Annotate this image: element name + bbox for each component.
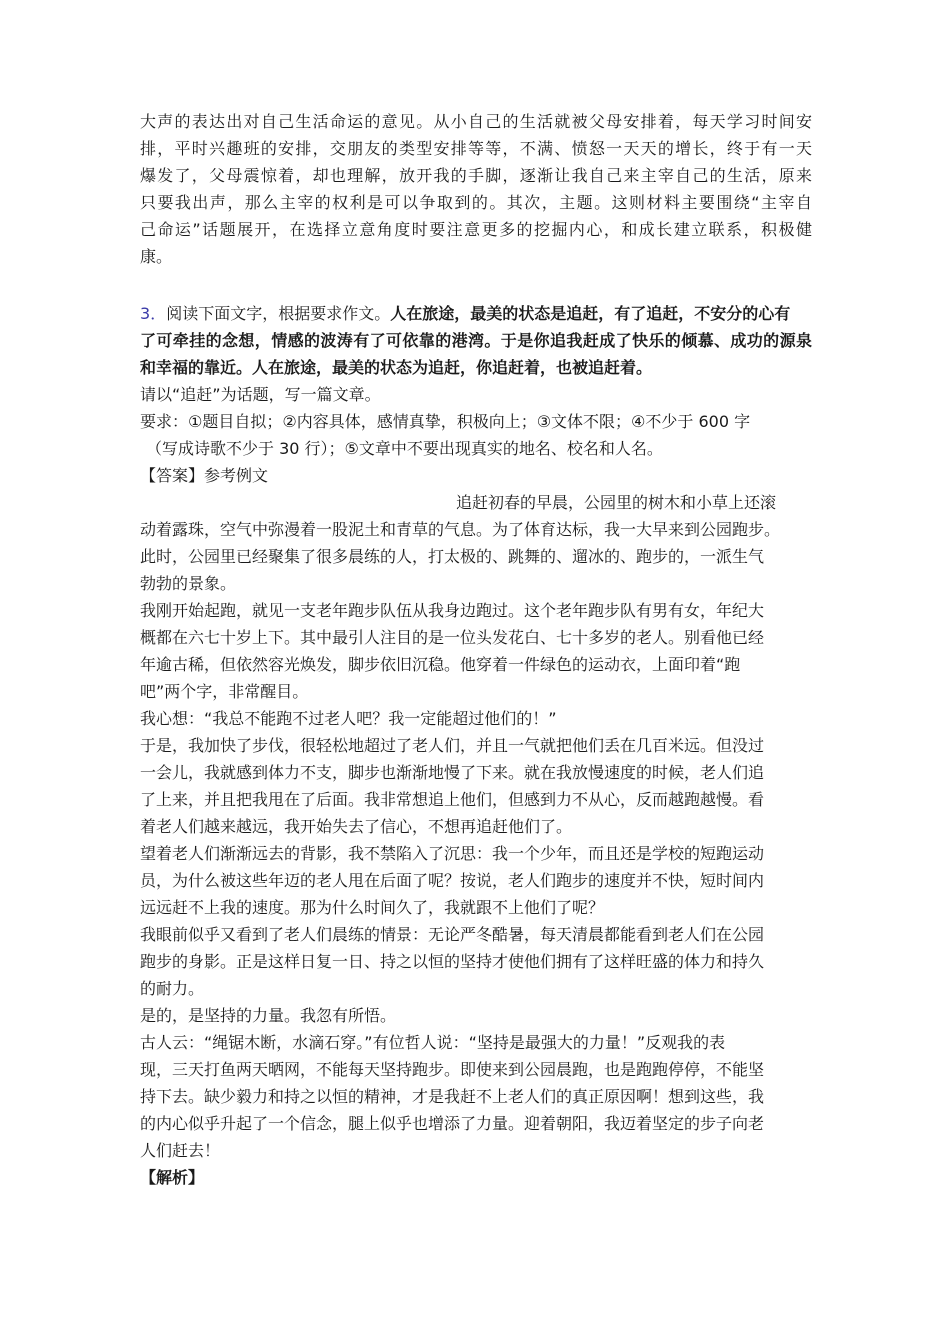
essay-line: 勃勃的景象。 [140, 574, 237, 593]
essay-line: 员，为什么被这些年迈的老人甩在后面了呢？按说，老人们跑步的速度并不快，短时间内 [140, 871, 765, 890]
intro-line: 爆发了，父母震惊着，却也理解，放开我的手脚，逐渐让我自己来主宰自己的生活，原来 [140, 166, 812, 185]
essay-line: 了上来，并且把我甩在了后面。我非常想追上他们，但感到力不从心，反而越跑越慢。看 [140, 790, 765, 809]
intro-line: 康。 [140, 247, 173, 266]
essay-line: 一会儿，我就感到体力不支，脚步也渐渐地慢了下来。就在我放慢速度的时候，老人们追 [140, 763, 765, 782]
essay-line: 吧”两个字，非常醒目。 [140, 682, 309, 701]
essay-line: 持下去。缺少毅力和持之以恒的精神，才是我赶不上老人们的真正原因啊！想到这些，我 [140, 1087, 765, 1106]
question-block [140, 300, 812, 462]
material-text: 了可牵挂的念想，情感的波涛有了可依靠的港湾。于是你追我赶成了快乐的倾慕、成功的源泉 [140, 331, 812, 350]
essay-line: 的耐力。 [140, 979, 205, 998]
essay-line: 的内心似乎升起了一个信念，腿上似乎也增添了力量。迎着朝阳，我迈着坚定的步子向老 [140, 1114, 765, 1133]
question-number-dot: ． [150, 304, 167, 323]
answer-label: 【答案】参考例文 [140, 466, 269, 485]
material-text: 和幸福的靠近。人在旅途，最美的状态为追赶，你追赶着，也被追赶着。 [140, 358, 653, 377]
intro-line: 大声的表达出对自己生活命运的意见。从小自己的生活就被父母安排着，每天学习时间安 [140, 112, 812, 131]
intro-line: 只要我出声，那么主宰的权利是可以争取到的。其次，主题。这则材料主要围绕“主宰自 [140, 193, 812, 212]
essay-line: 现，三天打鱼两天晒网，不能每天坚持跑步。即使来到公园晨跑，也是跑跑停停，不能坚 [140, 1060, 765, 1079]
essay-line: 我刚开始起跑，就见一支老年跑步队伍从我身边跑过。这个老年跑步队有男有女，年纪大 [140, 601, 765, 620]
essay-line: 跑步的身影。正是这样日复一日、持之以恒的坚持才使他们拥有了这样旺盛的体力和持久 [140, 952, 765, 971]
essay-line: 着老人们越来越远，我开始失去了信心，不想再追赶他们了。 [140, 817, 573, 836]
essay-line: 远远赶不上我的速度。那为什么时间久了，我就跟不上他们了呢？ [140, 898, 605, 917]
question-number: 3 [140, 304, 151, 323]
question-header [140, 300, 812, 327]
requirements-line: 要求：①题目自拟；②内容具体，感情真挚，积极向上；③文体不限；④不少于 600 字 [140, 412, 751, 431]
material-text: 人在旅途，最美的状态是追赶，有了追赶，不安分的心有 [390, 304, 791, 323]
answer-block [140, 462, 812, 1191]
essay-line: 概都在六七十岁上下。其中最引人注目的是一位头发花白、七十多岁的老人。别看他已经 [140, 628, 765, 647]
essay-line: 人们赶去！ [140, 1141, 221, 1160]
essay-line: 追赶初春的早晨，公园里的树木和小草上还滚 [456, 493, 777, 512]
essay-line: 动着露珠，空气中弥漫着一股泥土和青草的气息。为了体育达标，我一大早来到公园跑步。 [140, 520, 781, 539]
essay-line: 我心想：“我总不能跑不过老人吧？我一定能超过他们的！” [140, 709, 557, 728]
essay-line: 我眼前似乎又看到了老人们晨练的情景：无论严冬酷暑，每天清晨都能看到老人们在公园 [140, 925, 765, 944]
requirements-line: （写成诗歌不少于 30 行）；⑤文章中不要出现真实的地名、校名和人名。 [146, 439, 663, 458]
question-prompt: 阅读下面文字，根据要求作文。 [166, 304, 391, 323]
topic-instruction: 请以“追赶”为话题，写一篇文章。 [140, 385, 381, 404]
essay-line: 此时，公园里已经聚集了很多晨练的人，打太极的、跳舞的、遛冰的、跑步的，一派生气 [140, 547, 765, 566]
essay-line: 望着老人们渐渐远去的背影，我不禁陷入了沉思：我一个少年，而且还是学校的短跑运动 [140, 844, 765, 863]
essay-line: 古人云：“绳锯木断，水滴石穿。”有位哲人说：“坚持是最强大的力量！”反观我的表 [140, 1033, 726, 1052]
intro-line: 己命运”话题展开，在选择立意角度时要注意更多的挖掘内心，和成长建立联系，积极健 [140, 220, 812, 239]
essay-line: 年逾古稀，但依然容光焕发，脚步依旧沉稳。他穿着一件绿色的运动衣，上面印着“跑 [140, 655, 741, 674]
intro-line: 排，平时兴趣班的安排，交朋友的类型安排等等，不满、愤怒一天天的增长，终于有一天 [140, 139, 812, 158]
analysis-label: 【解析】 [140, 1168, 205, 1187]
intro-paragraph [140, 108, 812, 270]
essay-line: 于是，我加快了步伐，很轻松地超过了老人们，并且一气就把他们丢在几百米远。但没过 [140, 736, 765, 755]
document-page [140, 108, 812, 1191]
essay-line: 是的，是坚持的力量。我忽有所悟。 [140, 1006, 397, 1025]
